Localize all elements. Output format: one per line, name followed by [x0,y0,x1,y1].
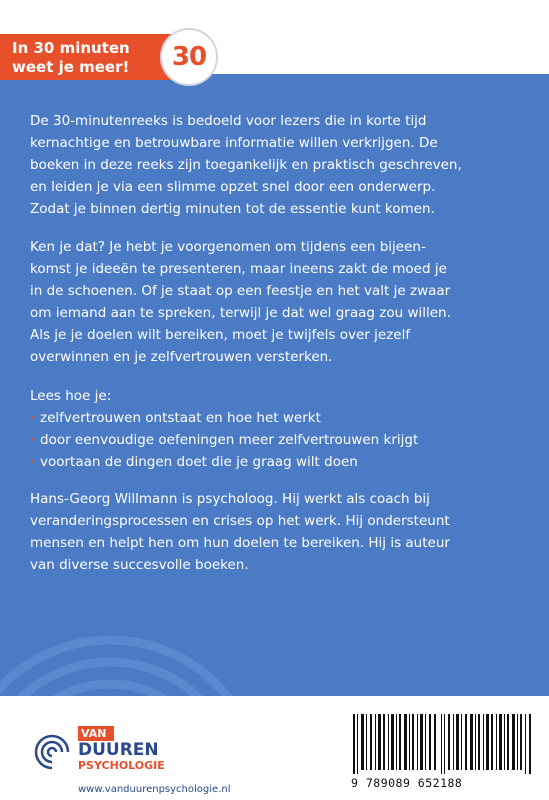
text-line: en leiden je via een slimme opzet snel door een onderwerp. [30,179,436,195]
book-blurb [30,236,530,368]
bullet-list [30,407,530,473]
text-line: Hans-Georg Willmann is psycholoog. Hij werkt als coach bij [30,491,430,507]
text-line: mensen en helpt hen om hun doelen te bereiken. Hij is auteur [30,535,450,551]
text-line: in de schoenen. Of je staat op een feestje en het valt je zwaar [30,283,451,299]
logo-psychologie: PSYCHOLOGIE [78,759,165,772]
spiral-logo-icon [32,730,72,774]
publisher-logo [32,726,192,781]
text-line: De 30-minutenreeks is bedoeld voor lezers die in korte tijd [30,113,427,129]
isbn-barcode [339,708,549,800]
series-badge [160,28,218,86]
author-bio [30,488,530,576]
list-item [30,429,530,451]
list-item [30,407,530,429]
series-description [30,110,530,220]
text-line: veranderingsprocessen en crises op het werk. Hij ondersteunt [30,513,450,529]
badge-number: 30 [171,42,207,72]
text-line: om iemand aan te spreken, terwijl je dat wel graag zou willen. [30,305,451,321]
text-line: komst je ideeën te presenteren, maar ineens zakt de moed je [30,261,447,277]
text-line: Als je je doelen wilt bereiken, moet je twijfels over jezelf [30,327,411,343]
text-line: Zodat je binnen dertig minuten tot de essentie kunt komen. [30,201,435,217]
isbn-number: 9 789089 652188 [351,776,463,790]
tagline-line-1: In 30 minuten [12,39,130,57]
publisher-url: www.vanduurenpsychologie.nl [78,784,231,795]
bullet-icon: · [30,432,36,448]
lees-intro: Lees hoe je: [30,388,112,404]
logo-van: VAN [78,726,114,741]
text-line: van diverse succesvolle boeken. [30,557,249,573]
barcode-bars [345,714,543,774]
bullet-text: voortaan de dingen doet die je graag wilt doen [40,454,358,470]
bullet-icon: · [30,410,36,426]
text-line: kernachtige en betrouwbare informatie willen verkrijgen. De [30,135,438,151]
logo-wordmark [78,726,165,772]
bullet-text: zelfvertrouwen ontstaat en hoe het werkt [40,410,321,426]
list-item [30,451,530,473]
bullet-text: door eenvoudige oefeningen meer zelfvertrouwen krijgt [40,432,419,448]
text-line: overwinnen en je zelfvertrouwen versterken. [30,349,333,365]
tagline-banner [0,34,185,80]
logo-duuren: DUUREN [78,740,159,760]
tagline-line-2: weet je meer! [12,58,130,76]
text-line: Ken je dat? Je hebt je voorgenomen om tijdens een bijeen- [30,239,426,255]
text-line: boeken in deze reeks zijn toegankelijk en praktisch geschreven, [30,157,462,173]
bullet-icon: · [30,454,36,470]
